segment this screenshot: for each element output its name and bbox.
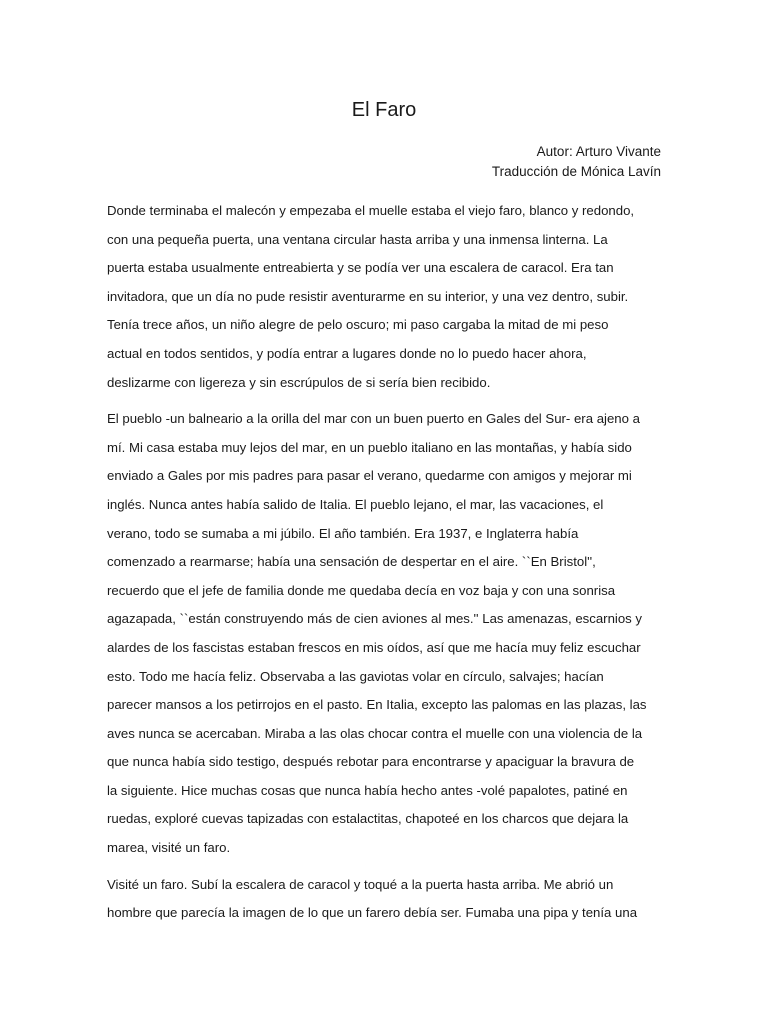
text-line: ruedas, exploré cuevas tapizadas con estalactitas, chapoteé en los charcos que dejara la [107,811,629,827]
text-line: marea, visité un faro. [107,840,231,856]
text-line: comenzado a rearmarse; había una sensación de despertar en el aire. ``En Bristol'', [107,554,596,570]
text-line: alardes de los fascistas estaban frescos en mis oídos, así que me hacía muy feliz escuchar [107,639,641,655]
text-line: recuerdo que el jefe de familia donde me quedaba decía en voz baja y con una sonrisa [107,582,616,598]
text-line: aves nunca se acercaban. Miraba a las olas chocar contra el muelle con una violencia de la [107,725,643,741]
paragraph-2 [107,405,661,863]
translator-line: Traducción de Mónica Lavín [491,163,661,179]
text-line: mí. Mi casa estaba muy lejos del mar, en un pueblo italiano en las montañas, y había sido [107,439,632,455]
paragraph-1 [107,197,661,397]
text-line: con una pequeña puerta, una ventana circular hasta arriba y una inmensa linterna. La [107,231,608,247]
text-line: parecer mansos a los petirrojos en el pasto. En Italia, excepto las palomas en las plazas, las [107,697,647,713]
byline [492,142,661,181]
document-title: El Faro [351,99,417,121]
text-line: Tenía trece años, un niño alegre de pelo oscuro; mi paso cargaba la mitad de mi peso [107,317,609,333]
paragraph-3 [107,871,661,928]
author-line: Autor: Arturo Vivante [536,144,661,159]
text-line: invitadora, que un día no pude resistir aventurarme en su interior, y una vez dentro, subir. [107,288,629,304]
text-line: la siguiente. Hice muchas cosas que nunca había hecho antes -volé papalotes, patiné en [107,782,628,798]
text-line: Donde terminaba el malecón y empezaba el muelle estaba el viejo faro, blanco y redondo, [107,203,635,218]
document-body [107,197,661,936]
text-line: que nunca había sido testigo, después rebotar para encontrarse y apaciguar la bravura de [107,754,635,770]
text-line: actual en todos sentidos, y podía entrar a lugares donde no lo puedo hacer ahora, [107,345,587,361]
text-line: puerta estaba usualmente entreabierta y se podía ver una escalera de caracol. Era tan [107,260,614,276]
text-line: esto. Todo me hacía feliz. Observaba a las gaviotas volar en círculo, salvajes; hacían [107,668,604,684]
text-line: El pueblo -un balneario a la orilla del mar con un buen puerto en Gales del Sur- era ajeno a [107,411,640,427]
text-line: Visité un faro. Subí la escalera de caracol y toqué a la puerta hasta arriba. Me abrió un [107,876,614,892]
text-line: enviado a Gales por mis padres para pasar el verano, quedarme con amigos y mejorar mi [107,468,632,484]
text-line: inglés. Nunca antes había salido de Italia. El pueblo lejano, el mar, las vacaciones, el [107,496,604,512]
text-line: deslizarme con ligereza y sin escrúpulos de si sería bien recibido. [107,374,491,390]
text-line: verano, todo se sumaba a mi júbilo. El año también. Era 1937, e Inglaterra había [107,525,579,541]
text-line: agazapada, ``están construyendo más de cien aviones al mes.'' Las amenazas, escarnios y [107,611,643,627]
text-line: hombre que parecía la imagen de lo que un farero debía ser. Fumaba una pipa y tenía una [107,905,638,921]
